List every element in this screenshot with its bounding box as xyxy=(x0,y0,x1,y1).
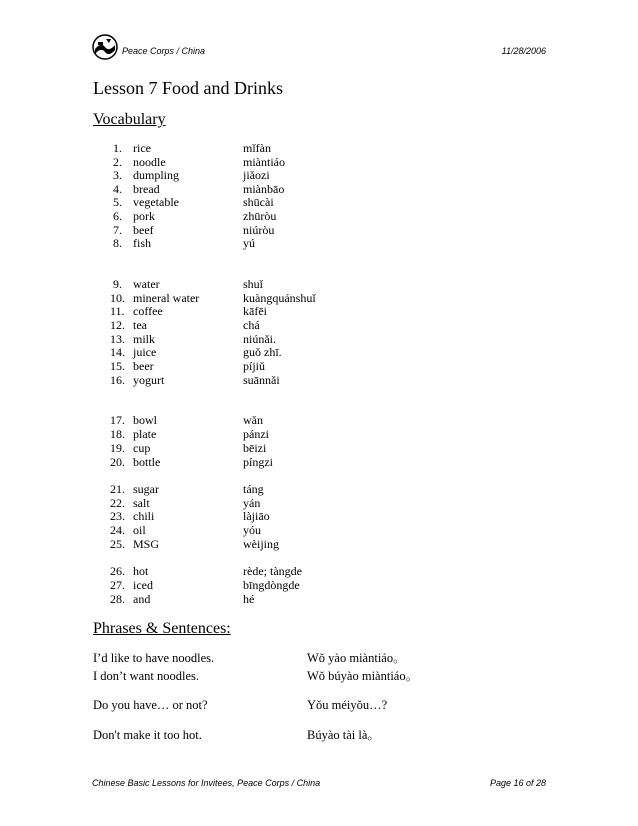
phrase-pinyin: Wǒ yào miàntiáo。 xyxy=(307,651,406,665)
vocab-english: dumpling xyxy=(133,168,180,182)
vocab-item xyxy=(0,359,638,373)
vocab-number: 12. xyxy=(110,318,125,332)
vocab-english: yogurt xyxy=(133,373,165,387)
vocab-pinyin: píngzi xyxy=(243,455,273,469)
vocab-number: 22. xyxy=(110,496,125,510)
vocab-english: vegetable xyxy=(133,195,179,209)
vocab-item xyxy=(0,592,638,606)
vocab-number: 18. xyxy=(110,427,125,441)
vocab-pinyin: píjiǔ xyxy=(243,359,266,373)
vocab-number: 6. xyxy=(113,209,122,223)
vocab-item xyxy=(0,168,638,182)
vocab-number: 13. xyxy=(110,332,125,346)
vocab-pinyin: suānnǎi xyxy=(243,373,280,387)
vocab-number: 26. xyxy=(110,564,125,578)
vocab-number: 17. xyxy=(110,413,125,427)
vocab-pinyin: yán xyxy=(243,496,261,510)
vocab-item xyxy=(0,455,638,469)
vocab-item xyxy=(0,155,638,169)
vocab-english: rice xyxy=(133,141,151,155)
vocab-item xyxy=(0,564,638,578)
vocab-pinyin: wèijing xyxy=(243,537,279,551)
vocab-number: 25. xyxy=(110,537,125,551)
vocab-pinyin: niúròu xyxy=(243,223,275,237)
phrases-heading: Phrases & Sentences: xyxy=(93,620,231,637)
vocab-english: juice xyxy=(133,345,157,359)
vocab-pinyin: yóu xyxy=(243,523,261,537)
vocab-pinyin: shuǐ xyxy=(243,277,264,291)
vocab-item xyxy=(0,441,638,455)
vocab-english: water xyxy=(133,277,160,291)
vocab-pinyin: bēizi xyxy=(243,441,267,455)
vocab-number: 15. xyxy=(110,359,125,373)
vocab-item xyxy=(0,496,638,510)
vocabulary-heading: Vocabulary xyxy=(93,111,166,128)
vocab-english: sugar xyxy=(133,482,159,496)
vocab-item xyxy=(0,373,638,387)
vocab-number: 20. xyxy=(110,455,125,469)
vocab-item xyxy=(0,523,638,537)
vocab-number: 8. xyxy=(113,236,122,250)
phrase-english: Don't make it too hot. xyxy=(93,728,202,742)
vocab-pinyin: kuàngquánshuǐ xyxy=(243,291,316,305)
vocab-pinyin: niúnǎi. xyxy=(243,332,276,346)
vocab-number: 2. xyxy=(113,155,122,169)
phrase-item xyxy=(0,697,638,713)
vocab-pinyin: jiǎozi xyxy=(243,168,270,182)
vocab-number: 3. xyxy=(113,168,122,182)
vocab-english: coffee xyxy=(133,304,163,318)
vocab-pinyin: kāfēi xyxy=(243,304,267,318)
vocab-pinyin: làjiāo xyxy=(243,509,270,523)
vocab-number: 14. xyxy=(110,345,125,359)
vocab-item xyxy=(0,291,638,305)
vocab-item xyxy=(0,509,638,523)
vocab-pinyin: chá xyxy=(243,318,260,332)
phrase-pinyin: Yǒu méiyǒu…? xyxy=(307,698,388,712)
vocab-number: 28. xyxy=(110,592,125,606)
vocab-number: 23. xyxy=(110,509,125,523)
vocab-pinyin: pánzi xyxy=(243,427,269,441)
vocab-number: 21. xyxy=(110,482,125,496)
vocab-english: hot xyxy=(133,564,149,578)
vocab-english: plate xyxy=(133,427,157,441)
vocab-item xyxy=(0,318,638,332)
vocab-english: chili xyxy=(133,509,155,523)
footer-title: Chinese Basic Lessons for Invitees, Peace Corps / China xyxy=(92,778,321,788)
vocab-number: 1. xyxy=(113,141,122,155)
phrase-pinyin: Wǒ búyào miàntiáo。 xyxy=(307,669,419,683)
vocab-item xyxy=(0,482,638,496)
vocab-item xyxy=(0,578,638,592)
vocab-english: salt xyxy=(133,496,150,510)
vocab-item xyxy=(0,182,638,196)
vocab-english: bottle xyxy=(133,455,161,469)
vocab-english: noodle xyxy=(133,155,166,169)
phrase-item xyxy=(0,668,638,684)
vocab-number: 11. xyxy=(110,304,125,318)
vocab-english: iced xyxy=(133,578,153,592)
vocab-pinyin: bīngdòngde xyxy=(243,578,300,592)
vocab-item xyxy=(0,332,638,346)
vocab-number: 16. xyxy=(110,373,125,387)
vocab-item xyxy=(0,537,638,551)
phrase-english: I’d like to have noodles. xyxy=(93,651,215,665)
vocab-pinyin: shūcài xyxy=(243,195,274,209)
vocab-english: and xyxy=(133,592,151,606)
vocab-english: fish xyxy=(133,236,151,250)
vocab-number: 10. xyxy=(110,291,125,305)
page-number: Page 16 of 28 xyxy=(489,778,546,788)
vocab-item xyxy=(0,413,638,427)
vocab-pinyin: zhūròu xyxy=(243,209,277,223)
vocab-number: 24. xyxy=(110,523,125,537)
vocab-english: MSG xyxy=(133,537,160,551)
vocab-english: mineral water xyxy=(133,291,200,305)
vocab-english: oil xyxy=(133,523,146,537)
vocab-item xyxy=(0,277,638,291)
phrase-english: Do you have… or not? xyxy=(93,698,208,712)
phrase-item xyxy=(0,727,638,743)
vocab-english: bowl xyxy=(133,413,157,427)
peace-corps-logo xyxy=(92,34,118,60)
vocab-number: 9. xyxy=(113,277,122,291)
vocab-english: beef xyxy=(133,223,154,237)
vocab-pinyin: hé xyxy=(243,592,255,606)
vocab-item xyxy=(0,427,638,441)
vocab-item xyxy=(0,209,638,223)
header-org: Peace Corps / China xyxy=(122,46,206,56)
vocab-pinyin: miànbāo xyxy=(243,182,285,196)
vocab-english: pork xyxy=(133,209,155,223)
vocab-item xyxy=(0,236,638,250)
vocab-english: bread xyxy=(133,182,160,196)
vocab-item xyxy=(0,223,638,237)
vocab-number: 5. xyxy=(113,195,122,209)
vocab-pinyin: táng xyxy=(243,482,264,496)
vocab-item xyxy=(0,141,638,155)
lesson-title: Lesson 7 Food and Drinks xyxy=(93,78,283,98)
vocab-number: 19. xyxy=(110,441,125,455)
phrase-item xyxy=(0,650,638,666)
vocab-number: 4. xyxy=(113,182,122,196)
page-header xyxy=(92,34,546,64)
vocab-english: cup xyxy=(133,441,151,455)
vocab-english: milk xyxy=(133,332,156,346)
vocab-item xyxy=(0,304,638,318)
phrase-english: I don’t want noodles. xyxy=(93,669,200,683)
vocab-pinyin: miàntiáo xyxy=(243,155,285,169)
vocab-number: 7. xyxy=(113,223,122,237)
vocab-pinyin: mǐfàn xyxy=(243,141,271,155)
vocab-pinyin: yú xyxy=(243,236,255,250)
header-date: 11/28/2006 xyxy=(501,46,546,56)
vocab-pinyin: guǒ zhī. xyxy=(243,345,282,359)
vocab-pinyin: wǎn xyxy=(243,413,263,427)
phrase-pinyin: Búyào tài là。 xyxy=(307,728,380,742)
page-footer xyxy=(92,778,546,792)
vocab-pinyin: rède; tàngde xyxy=(243,564,302,578)
vocab-english: tea xyxy=(133,318,147,332)
vocab-number: 27. xyxy=(110,578,125,592)
vocab-english: beer xyxy=(133,359,154,373)
vocab-item xyxy=(0,195,638,209)
vocab-item xyxy=(0,345,638,359)
